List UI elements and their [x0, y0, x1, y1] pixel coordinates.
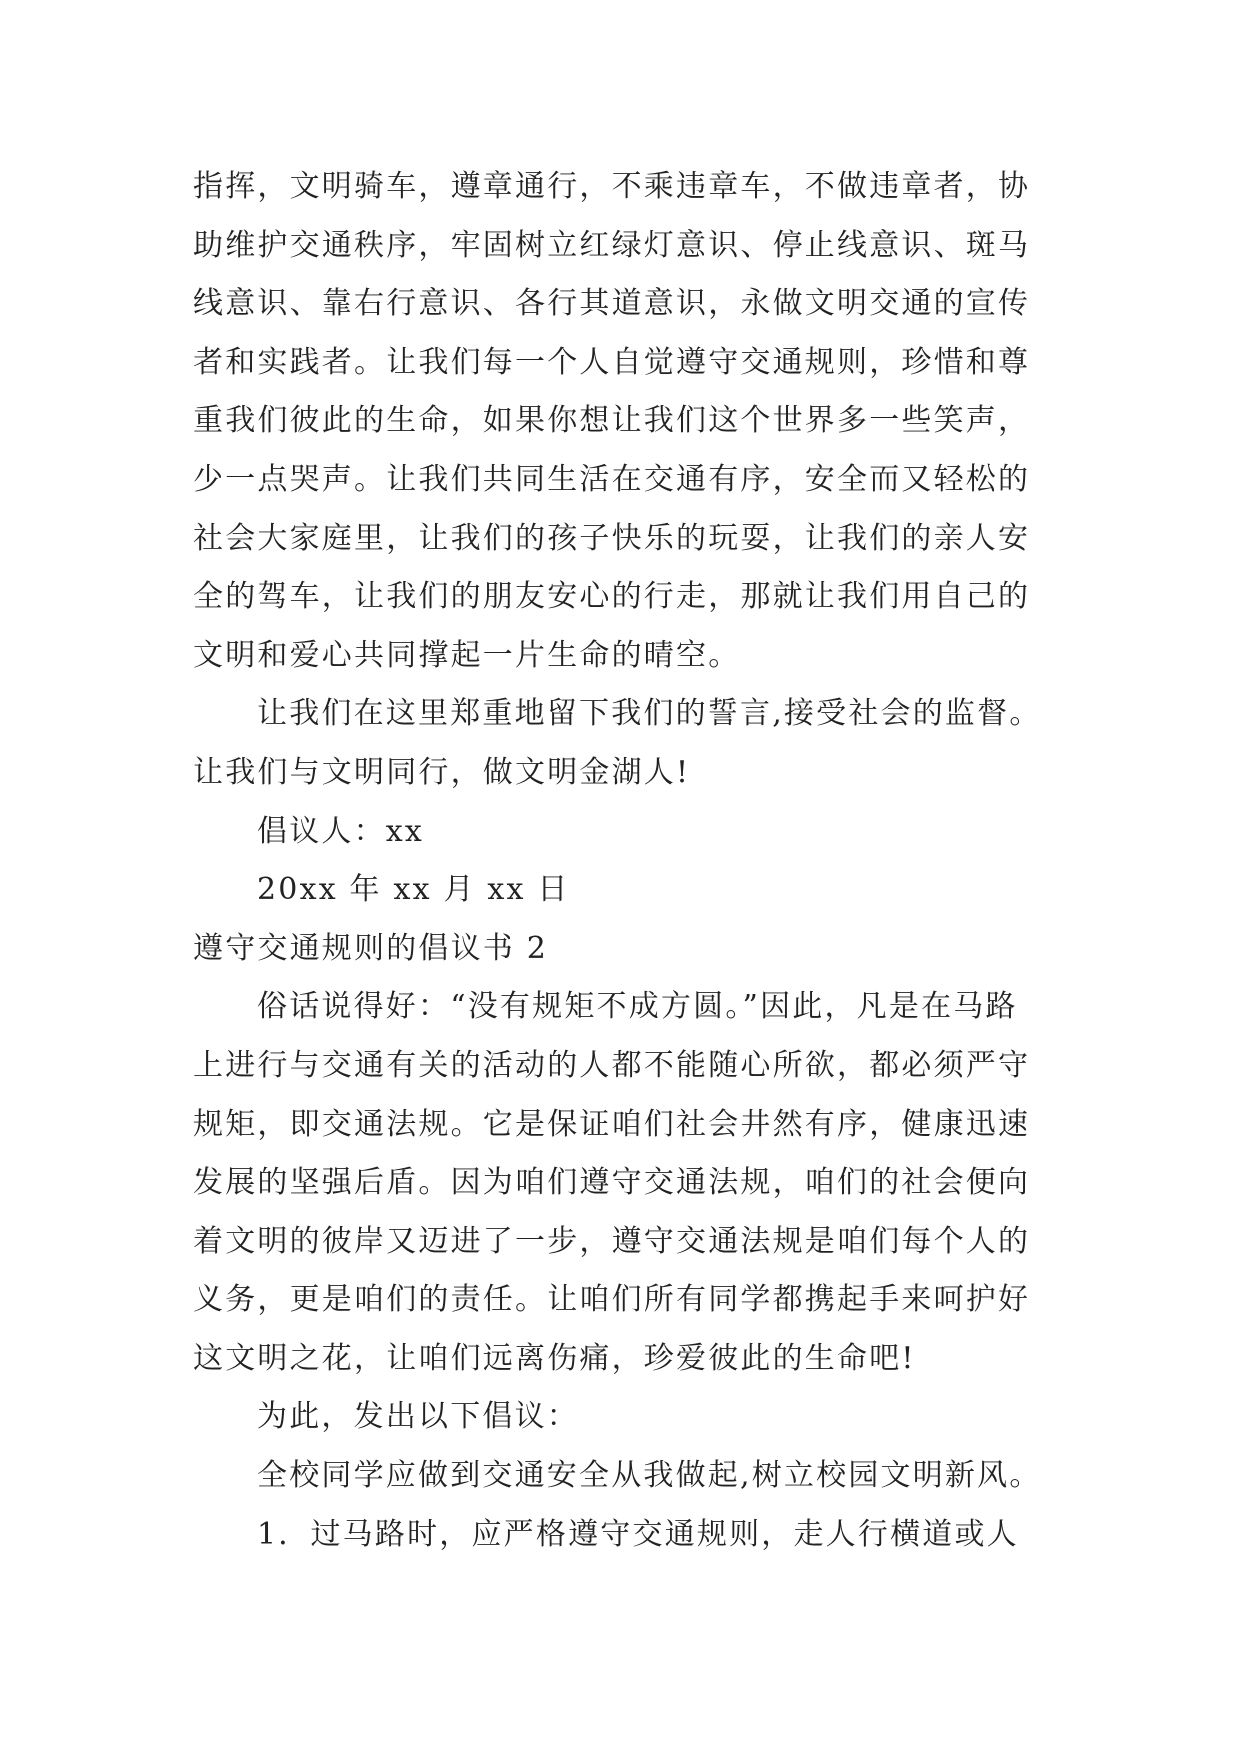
body-line: 发展的坚强后盾。因为咱们遵守交通法规，咱们的社会便向	[193, 1165, 1031, 1201]
body-line: 线意识、靠右行意识、各行其道意识，永做文明交通的宣传	[193, 286, 1031, 322]
body-line: 让我们在这里郑重地留下我们的誓言,接受社会的监督。	[257, 696, 1042, 732]
body-line: 者和实践者。让我们每一个人自觉遵守交通规则，珍惜和尊	[193, 344, 1031, 380]
body-line: 全校同学应做到交通安全从我做起,树立校园文明新风。	[257, 1458, 1042, 1494]
body-line: 这文明之花，让咱们远离伤痛，珍爱彼此的生命吧!	[193, 1340, 916, 1376]
body-line: 指挥，文明骑车，遵章通行，不乘违章车，不做违章者，协	[193, 169, 1031, 204]
body-line: 助维护交通秩序，牢固树立红绿灯意识、停止线意识、斑马	[193, 227, 1031, 263]
date-line: 20xx 年 xx 月 xx 日	[257, 872, 570, 908]
body-line: 让我们与文明同行，做文明金湖人!	[193, 754, 691, 790]
list-item: 1．过马路时，应严格遵守交通规则，走人行横道或人	[257, 1516, 1019, 1552]
body-line: 社会大家庭里，让我们的孩子快乐的玩耍，让我们的亲人安	[193, 520, 1031, 556]
body-line: 着文明的彼岸又迈进了一步，遵守交通法规是咱们每个人的	[193, 1223, 1031, 1259]
signature-line: 倡议人：xx	[257, 813, 425, 849]
body-line: 少一点哭声。让我们共同生活在交通有序，安全而又轻松的	[193, 461, 1031, 497]
body-line: 全的驾车，让我们的朋友安心的行走，那就让我们用自己的	[193, 579, 1031, 615]
document-body	[193, 158, 1073, 1564]
body-line: 文明和爱心共同撑起一片生命的晴空。	[193, 637, 741, 673]
body-line: 重我们彼此的生命，如果你想让我们这个世界多一些笑声，	[193, 403, 1031, 439]
body-line: 俗话说得好：“没有规矩不成方圆。”因此，凡是在马路	[257, 989, 1018, 1025]
section-heading: 遵守交通规则的倡议书 2	[193, 930, 549, 966]
body-line: 规矩，即交通法规。它是保证咱们社会井然有序，健康迅速	[193, 1106, 1031, 1142]
body-line: 义务，更是咱们的责任。让咱们所有同学都携起手来呵护好	[193, 1282, 1031, 1318]
body-line: 为此，发出以下倡议：	[257, 1399, 579, 1435]
body-line: 上进行与交通有关的活动的人都不能随心所欲，都必须严守	[193, 1047, 1031, 1083]
